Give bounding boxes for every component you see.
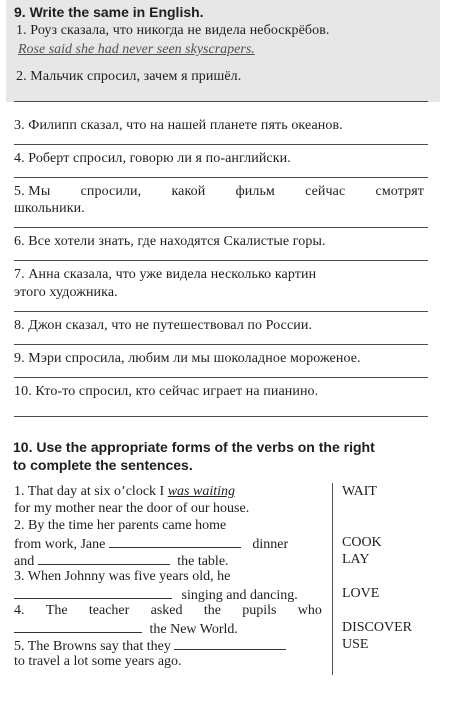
verb-love: LOVE [342,586,380,601]
ex9-item-7-line2: этого художника. [14,285,118,300]
verb-lay: LAY [342,552,370,567]
ex9-item-1: 1. Роуз сказала, что никогда не видела небоскрёбов. [16,23,330,38]
sentence-text: from work, Jane [14,537,106,552]
ex9-item-10: 10. Кто-то спросил, кто сейчас играет на пианино. [14,384,319,399]
ex10-sentence-2-line1: 2. By the time her parents came home [14,518,227,533]
word: смотрят [375,184,424,199]
word: фильм [235,184,275,199]
word: спросили, [80,184,142,199]
answer-line [14,344,428,345]
answer-line [14,260,428,261]
ex10-sentence-3-line2 [14,586,298,604]
word: the [203,603,221,618]
ex9-item-8: 8. Джон сказал, что не путешествовал по России. [14,318,313,333]
word: сейчас [305,184,346,199]
word: teacher [88,603,130,618]
answer-line [14,227,428,228]
ex10-sentence-2-line3 [14,552,229,570]
exercise-10-heading-line2: to complete the sentences. [13,457,193,473]
word: какой [171,184,206,199]
word: 5. Мы [14,184,51,199]
sentence-text: dinner [252,537,289,552]
sentence-text: and [14,554,35,569]
word: who [297,603,322,618]
ex9-item-5-line2: школьники. [14,201,85,216]
blank-line [14,586,172,599]
ex10-sentence-1-line2: for my mother near the door of our house. [14,501,250,516]
answer-line [14,311,428,312]
verb-cook: COOK [342,535,382,550]
sentence-text: the table. [177,554,229,569]
ex9-item-3: 3. Филипп сказал, что на нашей планете пять океанов. [14,118,343,133]
ex10-sentence-5-line2: to travel a lot some years ago. [14,654,182,669]
ex10-sentence-4-line2 [14,620,238,638]
word: The [45,603,68,618]
sentence-1-answer: was waiting [167,484,235,499]
answer-line [14,416,428,417]
ex10-sentence-3-line1: 3. When Johnny was five years old, he [14,569,231,584]
ex10-sentence-5-line1 [14,637,286,655]
blank-line [14,620,142,633]
exercise-9-heading: 9. Write the same in English. [14,4,204,20]
sentence-text: singing and dancing. [181,588,298,603]
column-divider [332,483,333,675]
blank-line [38,552,170,565]
ex9-item-4: 4. Роберт спросил, говорю ли я по-английски. [14,151,291,166]
verb-discover: DISCOVER [342,620,413,635]
answer-line [14,144,428,145]
word: 4. [14,603,25,618]
sentence-text: 1. That day at six o’clock I [14,484,168,499]
ex9-item-1-answer: Rose said she had never seen skyscrapers. [18,42,255,57]
exercise-10-heading-line1: 10. Use the appropriate forms of the verbs on the right [13,439,375,455]
answer-line [14,377,428,378]
answer-line [14,177,428,178]
ex9-item-5-line1 [14,184,424,200]
ex9-item-2: 2. Мальчик спросил, зачем я пришёл. [16,69,242,84]
ex10-sentence-4-line1 [14,603,322,619]
ex10-sentence-2-line2 [14,535,288,553]
blank-line [174,637,286,650]
ex9-item-6: 6. Все хотели знать, где находятся Скалистые горы. [14,234,326,249]
word: asked [150,603,183,618]
word: pupils [242,603,277,618]
answer-line [14,101,428,102]
ex10-sentence-1-line1 [14,484,235,500]
sentence-text: 5. The Browns say that they [14,639,171,654]
verb-wait: WAIT [342,484,377,499]
ex9-item-7-line1: 7. Анна сказала, что уже видела несколько картин [14,267,317,282]
blank-line [109,535,241,548]
verb-use: USE [342,637,369,652]
ex9-item-9: 9. Мэри спросила, любим ли мы шоколадное мороженое. [14,351,361,366]
sentence-text: the New World. [149,622,238,637]
